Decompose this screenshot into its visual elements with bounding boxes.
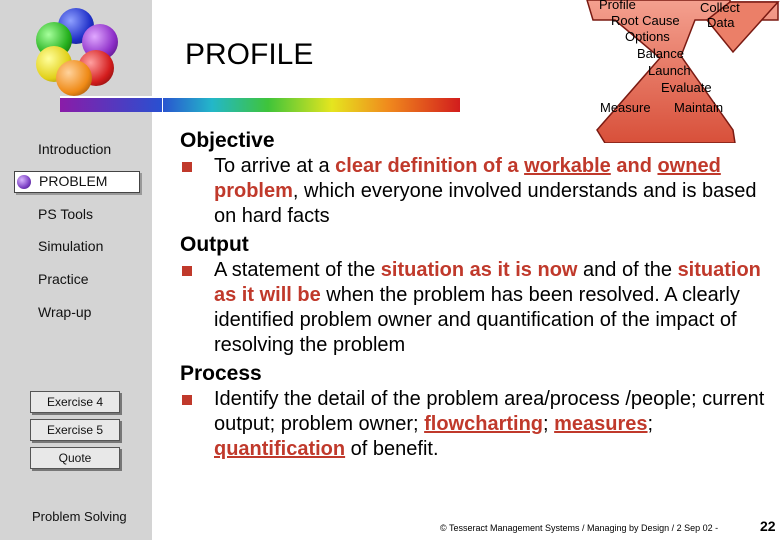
output-text-will-be: situation as it will be	[214, 259, 761, 306]
sidebar	[0, 0, 152, 540]
active-bullet-icon	[17, 175, 31, 189]
process-text-sep1: ;	[543, 413, 555, 435]
nav-item-simulation[interactable]: Simulation	[38, 238, 104, 254]
output-text-2: and of the	[577, 259, 678, 281]
logo-ball-orange	[56, 60, 92, 96]
objective-text-1: To arrive at a	[214, 155, 336, 177]
objective-text-and: and	[610, 155, 658, 177]
output-text-now: situation as it is now	[380, 259, 578, 281]
sidebar-footer-label: Problem Solving	[32, 509, 127, 524]
diagram-label-launch: Launch	[648, 63, 691, 78]
rainbow-tick	[162, 92, 163, 112]
exercise-5-button[interactable]: Exercise 5	[30, 419, 120, 441]
process-text-measures: measures	[554, 413, 648, 435]
diagram-label-data: Data	[707, 15, 735, 30]
objective-text-owned: owned	[657, 155, 721, 177]
diagram-label-options: Options	[625, 29, 670, 44]
output-heading: Output	[180, 233, 249, 256]
objective-text-problem: problem	[214, 180, 293, 202]
process-text-sep2: ;	[647, 413, 654, 435]
slide-content	[180, 128, 776, 462]
square-bullet-icon	[182, 395, 192, 405]
objective-text-workable: workable	[524, 155, 611, 177]
objective-heading: Objective	[180, 129, 275, 152]
nav-item-introduction[interactable]: Introduction	[38, 141, 112, 157]
exercise-4-button[interactable]: Exercise 4	[30, 391, 120, 413]
square-bullet-icon	[182, 162, 192, 172]
page-number: 22	[760, 518, 776, 534]
diagram-label-collect: Collect	[700, 0, 740, 15]
diagram-label-maintain: Maintain	[674, 100, 724, 115]
objective-text-2: clear definition of a	[335, 155, 525, 177]
objective-bullet	[180, 154, 776, 229]
nav-item-ps-tools[interactable]: PS Tools	[38, 206, 93, 222]
nav-item-wrap-up[interactable]: Wrap-up	[38, 304, 92, 320]
diagram-label-balance: Balance	[637, 46, 684, 61]
quote-button[interactable]: Quote	[30, 447, 120, 469]
objective-text-rest: , which everyone involved understands and is based on hard facts	[214, 180, 757, 227]
square-bullet-icon	[182, 266, 192, 276]
process-diagram	[585, 0, 780, 143]
diagram-label-evaluate: Evaluate	[661, 80, 712, 95]
diagram-label-root-cause: Root Cause	[611, 13, 680, 28]
page-title: PROFILE	[185, 38, 314, 71]
process-text-quantification: quantification	[214, 438, 346, 460]
output-text-1: A statement of the	[214, 259, 381, 281]
nav-item-problem[interactable]	[14, 171, 140, 193]
process-text-flowcharting: flowcharting	[424, 413, 544, 435]
nav-item-practice[interactable]: Practice	[38, 271, 89, 287]
process-bullet	[180, 387, 776, 462]
rainbow-divider	[60, 96, 460, 112]
nav-item-problem-label: PROBLEM	[39, 173, 108, 189]
footer-copyright: © Tesseract Management Systems / Managing by Design / 2 Sep 02 -	[440, 523, 719, 533]
diagram-label-measure: Measure	[600, 100, 651, 115]
process-text-rest: of benefit.	[345, 438, 439, 460]
output-bullet	[180, 258, 776, 358]
logo-balls	[30, 6, 122, 98]
diagram-label-profile: Profile	[599, 0, 636, 12]
process-text-1: Identify the detail of the problem area/process /people; current output; problem owner;	[214, 388, 765, 435]
output-text-rest: when the problem has been resolved. A clearly identified problem owner and quantification of the impact of resolving the problem	[214, 284, 740, 356]
process-heading: Process	[180, 362, 262, 385]
